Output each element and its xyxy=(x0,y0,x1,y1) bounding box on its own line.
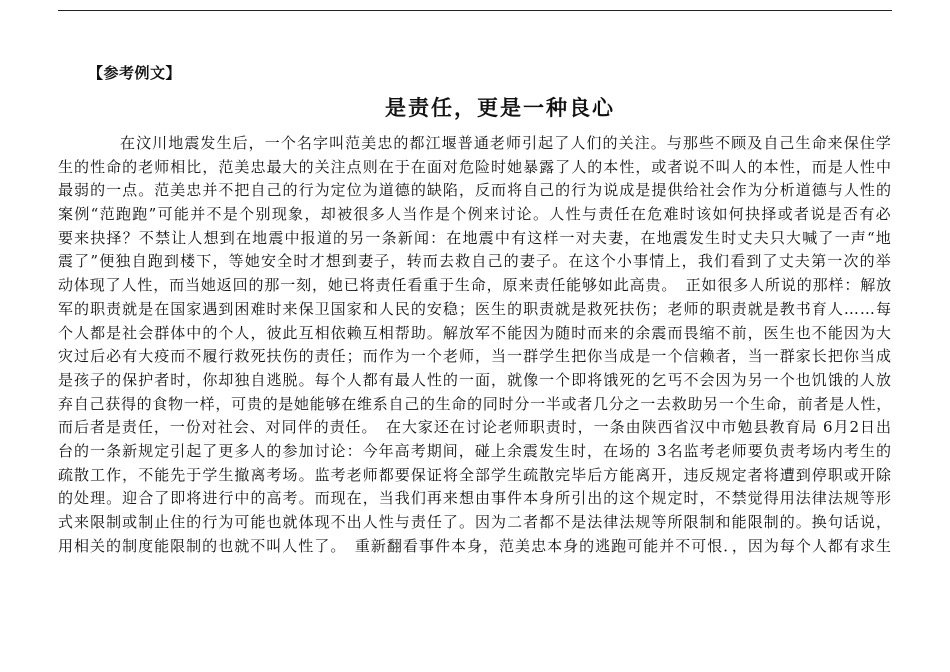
top-rule xyxy=(58,10,892,11)
section-label: 【参考例文】 xyxy=(88,64,182,82)
essay-line: 灾过后必有大疫而不履行救死扶伤的责任；而作为一个老师，当一群学生把你当成是一个信赖者，当一群家长把你当成 xyxy=(58,347,892,366)
essay-line: 是孩子的保护者时，你却独自逃脱。每个人都有最人性的一面，就像一个即将饿死的乞丐不会因为另一个也饥饿的人放 xyxy=(58,370,892,389)
essay-line: 式来限制或制止住的行为可能也就体现不出人性与责任了。因为二者都不是法律法规等所限制和能限制的。换句话说， xyxy=(58,513,892,531)
essay-title: 是责任，更是一种良心 xyxy=(385,95,615,120)
essay-line: 要来抉择？不禁让人想到在地震中报道的另一条新闻：在地震中有这样一对夫妻，在地震发生时丈夫只大喊了一声“地 xyxy=(58,228,892,247)
essay-line: 在汶川地震发生后，一个名字叫范美忠的都江堰普通老师引起了人们的关注。与那些不顾及自己生命来保住学 xyxy=(120,134,892,152)
essay-line: 弃自己获得的食物一样，可贵的是她能够在维系自己的生命的同时分一半或者几分之一去救助另一个生命，前者是人性， xyxy=(58,394,892,413)
essay-line: 军的职责就是在国家遇到困难时来保卫国家和人民的安稳；医生的职责就是救死扶伤；老师的职责就是教书育人……每 xyxy=(58,299,892,318)
essay-line: 而后者是责任，一份对社会、对同伴的责任。 在大家还在讨论老师职责时，一条由陕西省汉中市勉县教育局 6月2日出 xyxy=(58,418,892,437)
essay-body xyxy=(58,132,892,558)
essay-line: 个人都是社会群体中的个人，彼此互相依赖互相帮助。解放军不能因为随时而来的余震而畏缩不前，医生也不能因为大 xyxy=(58,323,892,342)
essay-line: 用相关的制度能限制的也就不叫人性了。 重新翻看事件本身，范美忠本身的逃跑可能并不可恨．，因为每个人都有求生 xyxy=(58,536,892,555)
essay-line: 的处理。迎合了即将进行中的高考。而现在，当我们再来想由事件本身所引出的这个规定时，不禁觉得用法律法规等形 xyxy=(58,489,892,508)
essay-line: 最弱的一点。范美忠并不把自己的行为定位为道德的缺陷，反而将自己的行为说成是提供给社会作为分析道德与人性的 xyxy=(58,181,892,200)
essay-line: 疏散工作，不能先于学生撤离考场。监考老师都要保证将全部学生疏散完毕后方能离开，违反规定者将遭到停职或开除 xyxy=(58,465,892,484)
essay-line: 台的一条新规定引起了更多人的参加讨论：今年高考期间，碰上余震发生时，在场的 3名监考老师要负责考场内考生的 xyxy=(58,441,892,460)
essay-line: 震了”便独自跑到楼下，等她安全时才想到妻子，转而去救自己的妻子。在这个小事情上，我们看到了丈夫第一次的举 xyxy=(58,252,892,271)
essay-line: 案例“范跑跑”可能并不是个别现象，却被很多人当作是个例来讨论。人性与责任在危难时该如何抉择或者说是否有必 xyxy=(58,205,892,224)
essay-line: 生的性命的老师相比，范美忠最大的关注点则在于在面对危险时她暴露了人的本性，或者说不叫人的本性，而是人性中 xyxy=(58,157,892,176)
essay-line: 动体现了人性，而当她返回的那一刻，她已将责任看重于生命，原来责任能够如此高贵。 正如很多人所说的那样：解放 xyxy=(58,276,892,295)
